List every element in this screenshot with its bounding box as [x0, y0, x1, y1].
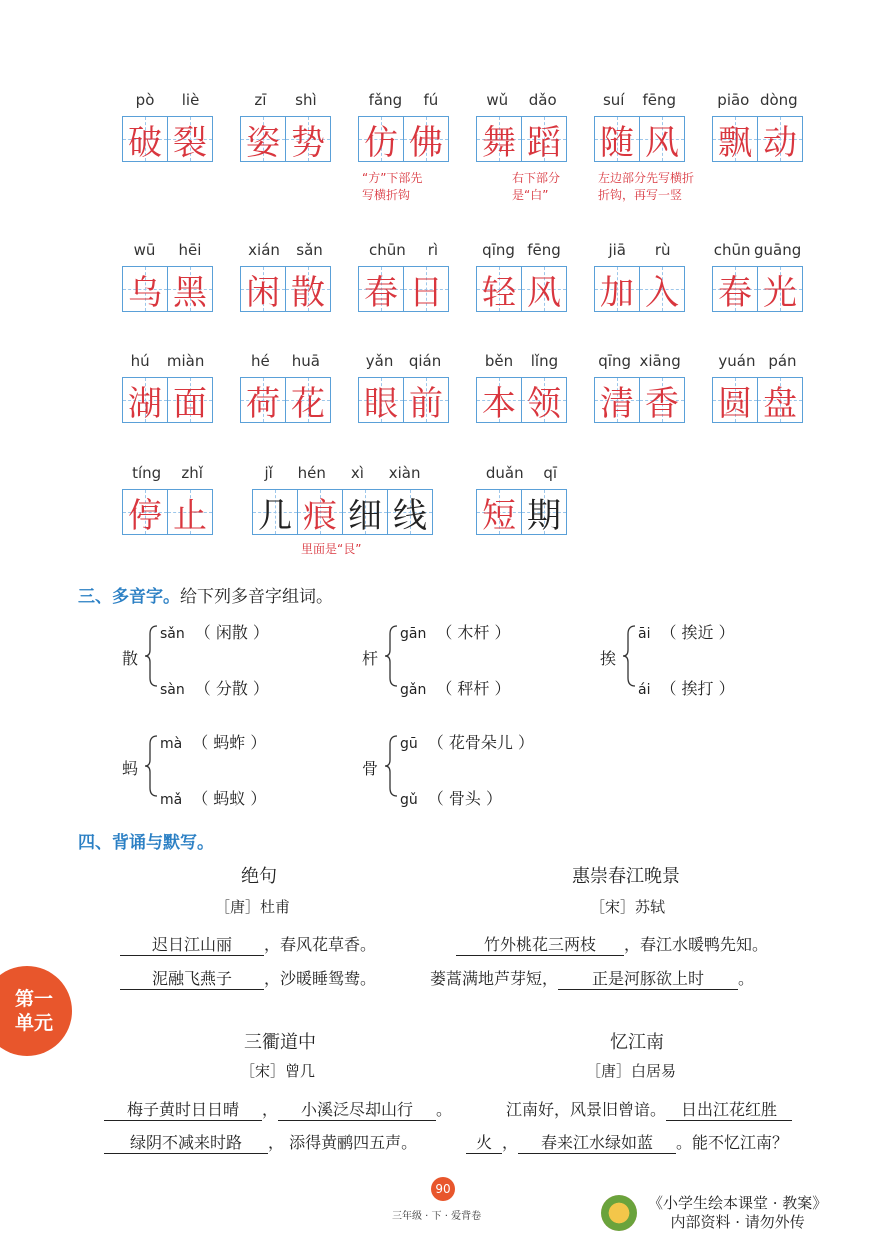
tianzige-cell — [712, 266, 758, 312]
polyphone-pinyin: gān — [400, 626, 427, 642]
tianzige-cell — [167, 377, 213, 423]
tianzige-cell — [594, 266, 640, 312]
pinyin-row — [476, 240, 567, 260]
pinyin-syllable: hé — [251, 352, 270, 370]
pinyin-syllable: dǎo — [528, 91, 557, 109]
vocab-word — [252, 463, 433, 535]
pinyin-row — [712, 90, 803, 110]
pinyin-syllable: xì — [350, 464, 364, 482]
unit-badge-line2: 单元 — [14, 1012, 53, 1034]
hanzi-char: 香 — [645, 383, 679, 424]
polyphone-word: （ 闲散 ） — [194, 623, 269, 642]
poem4-blank1: 日出江花红胜 — [666, 1097, 792, 1121]
tianzige-cell — [476, 377, 522, 423]
hanzi-char: 本 — [482, 383, 516, 424]
tianzige-cell — [240, 116, 286, 162]
vocab-word — [358, 240, 449, 312]
vocab-word — [358, 90, 449, 162]
polyphone-char: 散 — [122, 649, 139, 668]
hanzi-char: 黑 — [173, 272, 207, 313]
poem1-title: 绝句 — [241, 866, 277, 887]
vocab-word — [122, 90, 213, 162]
polyphone-item — [638, 620, 735, 643]
pinyin-syllable: xián — [248, 241, 280, 259]
hanzi-char: 加 — [600, 272, 634, 313]
section3-instruction: 给下列多音字组词。 — [180, 587, 333, 607]
pinyin-syllable: jǐ — [264, 464, 273, 482]
polyphone-pinyin: gǎn — [400, 682, 427, 698]
poem2-line1 — [456, 932, 768, 956]
vocab-word — [712, 351, 803, 423]
poem2-author: ［宋］苏轼 — [590, 898, 666, 916]
hanzi-char: 前 — [409, 383, 443, 424]
polyphone-word: （ 蚂蚱 ） — [192, 733, 267, 752]
vocab-word — [476, 90, 567, 162]
tianzige-cell — [240, 266, 286, 312]
polyphone-pinyin: mǎ — [160, 792, 183, 808]
pinyin-syllable: zī — [254, 91, 267, 109]
unit-badge-line1: 第一 — [14, 988, 53, 1010]
pinyin-syllable: xiāng — [639, 352, 681, 370]
hanzi-char: 领 — [527, 383, 561, 424]
tianzige-cell — [285, 266, 331, 312]
polyphone-pinyin: sàn — [160, 682, 185, 698]
pinyin-syllable: yǎn — [365, 352, 394, 370]
pinyin-row — [358, 351, 449, 371]
tianzige-cell — [252, 489, 298, 535]
poem4-line2-rest: 。能不忆江南？ — [676, 1133, 789, 1152]
pinyin-syllable: qīng — [598, 352, 631, 370]
poem1-line1-rest: ，春风花草香。 — [264, 935, 377, 954]
pinyin-row — [122, 351, 213, 371]
poem4-blank3: 春来江水绿如蓝 — [518, 1130, 676, 1154]
tianzige-cell — [712, 377, 758, 423]
poem1-blank1: 迟日江山丽 — [120, 932, 264, 956]
hanzi-char: 轻 — [482, 272, 516, 313]
poem3-line1 — [104, 1097, 452, 1121]
vocab-word — [594, 351, 685, 423]
poem2-blank2: 正是河豚欲上时 — [558, 966, 738, 990]
pinyin-syllable: hú — [130, 352, 150, 370]
pinyin-syllable: jiā — [608, 241, 626, 259]
poem3-blank3: 绿阴不减来时路 — [104, 1130, 268, 1154]
hanzi-char: 乌 — [128, 272, 162, 313]
tianzige-cell — [639, 116, 685, 162]
poem2-line2-pre: 蒌蒿满地芦芽短， — [430, 969, 559, 988]
pinyin-syllable: qīng — [482, 241, 515, 259]
poem4-line2-sep: ， — [502, 1133, 519, 1152]
pinyin-syllable: fēng — [527, 241, 561, 259]
page-number: 90 — [431, 1177, 455, 1201]
pinyin-syllable: lǐng — [530, 352, 559, 370]
section3-title: 三、多音字。 — [78, 587, 180, 607]
tianzige-cell — [521, 266, 567, 312]
poem3-line1-rest: 。 — [436, 1100, 453, 1119]
footer-right-line2: 内部资料 · 请勿外传 — [670, 1213, 805, 1231]
pinyin-syllable: sǎn — [296, 241, 323, 259]
pinyin-row — [594, 240, 685, 260]
poem2-line1-rest: ，春江水暖鸭先知。 — [624, 935, 769, 954]
pinyin-syllable: wǔ — [486, 91, 509, 109]
tianzige-cell — [122, 489, 168, 535]
tianzige-cell — [240, 377, 286, 423]
tianzige-cell — [122, 266, 168, 312]
tianzige-cell — [521, 116, 567, 162]
pinyin-syllable: duǎn — [485, 464, 524, 482]
poem3-blank1: 梅子黄时日日晴 — [104, 1097, 262, 1121]
pinyin-row — [122, 90, 213, 110]
pinyin-syllable: dòng — [759, 91, 798, 109]
polyphone-pinyin: gǔ — [400, 792, 418, 808]
tianzige-cell — [167, 116, 213, 162]
hanzi-char: 入 — [645, 272, 679, 313]
vocab-word — [594, 90, 685, 162]
tianzige-cell — [594, 377, 640, 423]
pinyin-row — [240, 240, 331, 260]
pinyin-syllable: hēi — [178, 241, 202, 259]
poem1-line2-rest: ，沙暖睡鸳鸯。 — [264, 969, 377, 988]
section4-title: 四、背诵与默写。 — [78, 833, 214, 853]
pinyin-syllable: zhǐ — [181, 464, 203, 482]
polyphone-item — [400, 676, 511, 699]
tianzige-cell — [358, 116, 404, 162]
polyphone-word: （ 分散 ） — [194, 679, 269, 698]
pinyin-row — [594, 351, 685, 371]
vocab-word — [240, 240, 331, 312]
publisher-logo-icon — [601, 1195, 637, 1231]
pinyin-syllable: yuán — [718, 352, 756, 370]
tianzige-cell — [403, 377, 449, 423]
footer-right — [648, 1194, 827, 1232]
hanzi-char: 散 — [291, 272, 325, 313]
hanzi-char: 日 — [409, 272, 443, 313]
tianzige-cell — [757, 116, 803, 162]
hanzi-char: 风 — [527, 272, 561, 313]
tianzige-cell — [122, 377, 168, 423]
hanzi-char: 舞 — [482, 122, 516, 163]
polyphone-item — [160, 676, 269, 699]
tianzige-cell — [285, 116, 331, 162]
hanzi-char: 蹈 — [527, 122, 561, 163]
pinyin-syllable: chūn — [368, 241, 406, 259]
vocab-word — [712, 90, 803, 162]
pinyin-row — [358, 90, 449, 110]
polyphone-pinyin: gū — [400, 736, 418, 752]
tianzige-cell — [639, 266, 685, 312]
poem3-author: ［宋］曾几 — [240, 1062, 316, 1080]
hanzi-char: 清 — [600, 383, 634, 424]
pinyin-row — [712, 240, 803, 260]
vocab-word — [476, 351, 567, 423]
polyphone-word: （ 骨头 ） — [427, 789, 502, 808]
tianzige-cell — [342, 489, 388, 535]
poem1-blank2: 泥融飞燕子 — [120, 966, 264, 990]
polyphone-item — [160, 730, 266, 753]
vocab-word — [712, 240, 803, 312]
hanzi-char: 春 — [718, 272, 752, 313]
polyphone-item — [160, 620, 269, 643]
pinyin-row — [594, 90, 685, 110]
polyphone-word: （ 挨打 ） — [660, 679, 735, 698]
note-hen: 里面是“艮” — [301, 542, 362, 556]
footer-right-line1: 《小学生绘本课堂 · 教案》 — [648, 1194, 828, 1212]
hanzi-char: 飘 — [718, 122, 752, 163]
pinyin-row — [476, 463, 567, 483]
poem4-line1 — [506, 1097, 792, 1121]
pinyin-syllable: liè — [181, 91, 200, 109]
brace-icon — [384, 624, 398, 688]
tianzige-cell — [757, 266, 803, 312]
tianzige-cell — [521, 377, 567, 423]
tianzige-cell — [358, 377, 404, 423]
hanzi-char: 痕 — [303, 495, 337, 536]
pinyin-syllable: fǎng — [368, 91, 403, 109]
vocab-word — [476, 463, 567, 535]
unit-badge — [0, 966, 72, 1056]
polyphone-pinyin: sǎn — [160, 626, 185, 642]
hanzi-char: 期 — [527, 495, 561, 536]
hanzi-char: 花 — [291, 383, 325, 424]
brace-icon — [144, 624, 158, 688]
section3-heading — [78, 582, 333, 607]
tianzige-cell — [476, 266, 522, 312]
poem2-blank1: 竹外桃花三两枝 — [456, 932, 624, 956]
hanzi-char: 仿 — [364, 122, 398, 163]
poem3-line2 — [104, 1130, 417, 1154]
polyphone-pinyin: mà — [160, 736, 183, 752]
poem2-line2 — [430, 966, 754, 990]
hanzi-char: 面 — [173, 383, 207, 424]
pinyin-row — [252, 463, 433, 483]
tianzige-cell — [387, 489, 433, 535]
polyphone-char: 骨 — [362, 759, 379, 778]
tianzige-cell — [297, 489, 343, 535]
pinyin-syllable: pán — [768, 352, 797, 370]
polyphone-pinyin: ái — [638, 682, 651, 698]
hanzi-char: 随 — [600, 122, 634, 163]
hanzi-char: 动 — [763, 122, 797, 163]
hanzi-char: 裂 — [173, 122, 207, 163]
polyphone-item — [160, 786, 266, 809]
hanzi-char: 眼 — [364, 383, 398, 424]
poem4-title: 忆江南 — [610, 1032, 664, 1053]
tianzige-cell — [476, 489, 522, 535]
vocab-word — [122, 240, 213, 312]
hanzi-char: 止 — [173, 495, 207, 536]
poem4-blank2: 火 — [466, 1130, 502, 1154]
poem3-title: 三衢道中 — [244, 1032, 316, 1053]
poem3-line2-rest: ， 添得黄鹂四五声。 — [268, 1133, 418, 1152]
hanzi-char: 圆 — [718, 383, 752, 424]
polyphone-item — [400, 730, 534, 753]
pinyin-syllable: suí — [602, 91, 625, 109]
pinyin-syllable: miàn — [166, 352, 205, 370]
hanzi-char: 风 — [645, 122, 679, 163]
tianzige-cell — [403, 266, 449, 312]
tianzige-cell — [403, 116, 449, 162]
brace-icon — [384, 734, 398, 798]
pinyin-syllable: běn — [484, 352, 514, 370]
pinyin-syllable: hén — [297, 464, 326, 482]
poem2-line2-rest: 。 — [738, 969, 755, 988]
polyphone-item — [638, 676, 735, 699]
pinyin-row — [712, 351, 803, 371]
hanzi-char: 盘 — [763, 383, 797, 424]
hanzi-char: 几 — [258, 495, 292, 536]
tianzige-cell — [521, 489, 567, 535]
pinyin-row — [240, 351, 331, 371]
hanzi-char: 佛 — [409, 122, 443, 163]
pinyin-syllable: xiàn — [388, 464, 421, 482]
section4-heading — [78, 828, 214, 853]
tianzige-cell — [639, 377, 685, 423]
polyphone-word: （ 木杆 ） — [436, 623, 511, 642]
polyphone-word: （ 花骨朵儿 ） — [427, 733, 534, 752]
note-sui: 左边部分先写横折 折钩，再写一竖 — [598, 171, 695, 202]
vocab-word — [122, 351, 213, 423]
brace-icon — [144, 734, 158, 798]
pinyin-syllable: shì — [295, 91, 317, 109]
tianzige-cell — [285, 377, 331, 423]
hanzi-char: 短 — [482, 495, 516, 536]
pinyin-syllable: qián — [408, 352, 442, 370]
pinyin-row — [240, 90, 331, 110]
footer-left: 三年级 · 下 · 爱背卷 — [392, 1211, 482, 1222]
hanzi-char: 破 — [128, 122, 162, 163]
tianzige-cell — [712, 116, 758, 162]
vocab-word — [358, 351, 449, 423]
polyphone-item — [400, 786, 502, 809]
pinyin-syllable: fú — [423, 91, 439, 109]
polyphone-char: 杆 — [362, 649, 379, 668]
polyphone-word: （ 挨近 ） — [660, 623, 735, 642]
tianzige-cell — [757, 377, 803, 423]
hanzi-char: 光 — [763, 272, 797, 313]
tianzige-cell — [476, 116, 522, 162]
hanzi-char: 势 — [291, 122, 325, 163]
polyphone-char: 挨 — [600, 649, 617, 668]
pinyin-syllable: chūn — [713, 241, 751, 259]
pinyin-syllable: pò — [135, 91, 155, 109]
tianzige-cell — [122, 116, 168, 162]
polyphone-word: （ 秤杆 ） — [436, 679, 511, 698]
hanzi-char: 姿 — [246, 122, 280, 163]
polyphone-word: （ 蚂蚁 ） — [192, 789, 267, 808]
vocab-word — [122, 463, 213, 535]
pinyin-row — [476, 351, 567, 371]
poem1-author: ［唐］杜甫 — [215, 898, 291, 916]
tianzige-cell — [167, 489, 213, 535]
poem4-line2 — [466, 1130, 788, 1154]
tianzige-cell — [167, 266, 213, 312]
poem3-blank2: 小溪泛尽却山行 — [278, 1097, 436, 1121]
pinyin-syllable: piāo — [717, 91, 750, 109]
poem4-author: ［唐］白居易 — [586, 1062, 677, 1080]
tianzige-cell — [358, 266, 404, 312]
pinyin-syllable: tíng — [132, 464, 162, 482]
vocab-word — [476, 240, 567, 312]
pinyin-syllable: huā — [291, 352, 320, 370]
pinyin-syllable: fēng — [642, 91, 676, 109]
pinyin-syllable: rì — [427, 241, 439, 259]
poem3-line1-sep: ， — [262, 1100, 279, 1119]
hanzi-char: 线 — [393, 495, 427, 536]
pinyin-syllable: qī — [543, 464, 558, 482]
pinyin-syllable: rù — [654, 241, 671, 259]
note-fang: “方”下部先 写横折钩 — [362, 171, 423, 202]
vocab-word — [240, 351, 331, 423]
poem4-line1-pre: 江南好，风景旧曾谙。 — [506, 1100, 667, 1119]
polyphone-item — [400, 620, 511, 643]
pinyin-row — [358, 240, 449, 260]
hanzi-char: 春 — [364, 272, 398, 313]
hanzi-char: 细 — [348, 495, 382, 536]
pinyin-row — [476, 90, 567, 110]
vocab-word — [240, 90, 331, 162]
polyphone-char: 蚂 — [122, 759, 139, 778]
vocab-word — [594, 240, 685, 312]
hanzi-char: 闲 — [246, 272, 280, 313]
hanzi-char: 荷 — [246, 383, 280, 424]
poem2-title: 惠崇春江晚景 — [572, 866, 680, 887]
brace-icon — [622, 624, 636, 688]
poem1-line1 — [120, 932, 376, 956]
pinyin-syllable: wū — [133, 241, 156, 259]
pinyin-row — [122, 240, 213, 260]
hanzi-char: 湖 — [128, 383, 162, 424]
pinyin-syllable: guāng — [754, 241, 802, 259]
tianzige-cell — [594, 116, 640, 162]
poem1-line2 — [120, 966, 376, 990]
hanzi-char: 停 — [128, 495, 162, 536]
polyphone-pinyin: āi — [638, 626, 651, 642]
note-dao: 右下部分 是“白” — [512, 171, 561, 202]
pinyin-row — [122, 463, 213, 483]
